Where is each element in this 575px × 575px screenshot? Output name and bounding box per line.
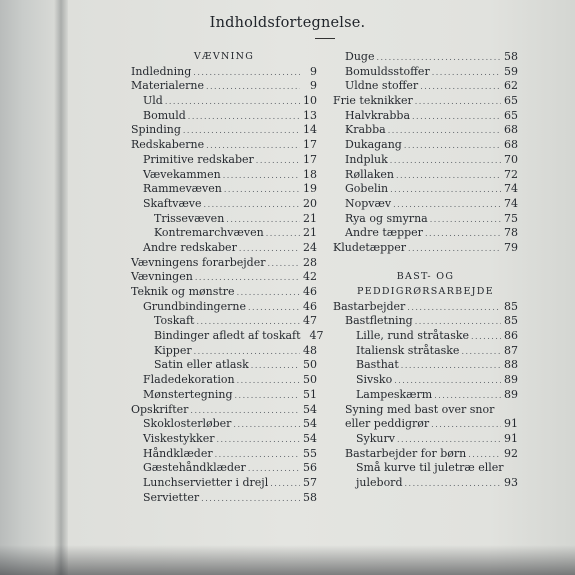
toc-entry — [333, 476, 518, 491]
toc-entry-page: 89 — [504, 387, 518, 401]
toc-entry-page: 91 — [504, 431, 518, 445]
toc-left-column — [131, 50, 324, 505]
page-bottom-shadow — [0, 545, 575, 575]
book-gutter — [54, 0, 68, 575]
toc-entry — [131, 461, 317, 476]
toc-leader-dots — [196, 315, 300, 330]
toc-entry — [131, 182, 317, 197]
toc-entry-page: 58 — [303, 490, 317, 504]
toc-entry — [333, 123, 518, 138]
toc-entry — [333, 226, 518, 241]
toc-entry — [131, 153, 317, 168]
toc-entry-label: Trissevæven — [154, 211, 225, 225]
toc-entry-label: Andre redskaber — [143, 240, 237, 254]
toc-entry — [333, 329, 518, 344]
toc-entry — [131, 417, 317, 432]
section-heading-bast-line1: BAST- OG — [396, 271, 455, 283]
toc-entry-page: 88 — [504, 358, 518, 372]
toc-entry — [333, 358, 518, 373]
toc-entry-label: Røllaken — [345, 167, 394, 181]
toc-entry-page: 85 — [504, 299, 518, 313]
toc-entry-label: Redskaberne — [131, 138, 205, 152]
toc-entry-page: 50 — [303, 373, 317, 387]
toc-entry — [131, 373, 317, 388]
toc-leader-dots — [194, 345, 300, 360]
title-rule — [315, 38, 335, 39]
toc-entry — [333, 79, 518, 94]
toc-entry-page: 47 — [303, 314, 317, 328]
toc-entry-page: 21 — [303, 226, 317, 240]
toc-leader-dots — [256, 154, 300, 169]
toc-entry-page: 57 — [303, 475, 317, 489]
toc-entry-page: 14 — [303, 123, 317, 137]
toc-leader-dots — [201, 492, 300, 507]
toc-entry-label: Skaftvæve — [143, 196, 202, 210]
toc-leader-dots — [461, 345, 501, 360]
toc-entry-label: Andre tæpper — [345, 226, 423, 240]
toc-entry-label: Skoklosterløber — [143, 417, 232, 431]
toc-entry-label: Krabba — [345, 123, 386, 137]
toc-entry-label: Vævningens forarbejder — [131, 255, 266, 269]
toc-entry — [333, 314, 518, 329]
toc-leader-dots — [216, 433, 300, 448]
toc-leader-dots — [468, 448, 501, 463]
toc-leader-dots — [251, 359, 300, 374]
toc-entry-label: Materialerne — [131, 79, 204, 93]
toc-leader-dots — [248, 301, 300, 316]
toc-entry — [131, 123, 317, 138]
toc-entry-page: 24 — [303, 240, 317, 254]
toc-entry-page: 54 — [303, 417, 317, 431]
toc-entry — [333, 388, 518, 403]
toc-entry-page: 59 — [504, 64, 518, 78]
toc-entry — [333, 344, 518, 359]
toc-entry-page: 28 — [303, 255, 317, 269]
toc-entry-label: Små kurve til juletræ eller — [356, 461, 504, 475]
toc-entry-page: 89 — [504, 373, 518, 387]
toc-entry — [131, 65, 317, 80]
toc-entry-label: Duge — [345, 50, 375, 63]
toc-entry — [333, 417, 518, 432]
toc-entry — [333, 212, 518, 227]
toc-entry-label: Italiensk stråtaske — [356, 343, 460, 357]
toc-leader-dots — [190, 404, 300, 419]
toc-entry-page: 72 — [504, 167, 518, 181]
toc-leader-dots — [233, 418, 300, 433]
toc-entry — [131, 109, 317, 124]
toc-entry — [131, 256, 317, 271]
toc-entry-page: 55 — [303, 446, 317, 460]
toc-entry-label: Basthat — [356, 358, 399, 372]
toc-entry — [131, 270, 317, 285]
toc-entry — [131, 79, 317, 94]
toc-entry — [333, 153, 518, 168]
toc-entry-label: Toskaft — [154, 314, 195, 328]
toc-leader-dots — [195, 271, 300, 286]
toc-entry-label: Frie teknikker — [333, 94, 413, 108]
toc-leader-dots — [394, 374, 501, 389]
toc-entry-label: Sivsko — [356, 373, 393, 387]
toc-leader-dots — [206, 80, 300, 95]
toc-entry-label: Håndklæder — [143, 446, 213, 460]
toc-leader-dots — [390, 154, 501, 169]
toc-entry-label: Servietter — [143, 490, 200, 504]
toc-leader-dots — [237, 374, 300, 389]
toc-entry-label: Lunchservietter i drejl — [143, 475, 269, 489]
section-heading-vaevning: VÆVNING — [193, 51, 255, 62]
toc-entry-label: Spinding — [131, 123, 181, 137]
toc-entry-label: Bastfletning — [345, 314, 413, 328]
toc-entry-page: 58 — [504, 50, 518, 63]
toc-entry-label: Lille, rund stråtaske — [356, 329, 470, 343]
toc-entry-page: 62 — [504, 79, 518, 93]
toc-right-column — [333, 50, 518, 491]
toc-right-entries-bottom — [333, 300, 518, 491]
toc-leader-dots — [239, 242, 300, 257]
toc-entry-label: Bastarbejder for børn — [345, 446, 467, 460]
toc-entry-page: 19 — [303, 182, 317, 196]
toc-entry-page: 56 — [303, 461, 317, 475]
toc-entry — [131, 197, 317, 212]
toc-leader-dots — [165, 95, 300, 110]
toc-entry — [131, 388, 317, 403]
toc-entry-page: 74 — [504, 182, 518, 196]
toc-entry-label: Lampeskærm — [356, 387, 433, 401]
toc-leader-dots — [204, 198, 300, 213]
toc-entry — [131, 212, 317, 227]
toc-entry-label: Uldne stoffer — [345, 79, 419, 93]
toc-entry-page: 79 — [504, 240, 518, 254]
toc-entry-page: 86 — [504, 329, 518, 343]
toc-leader-dots — [430, 213, 501, 228]
toc-entry-label: Opskrifter — [131, 402, 189, 416]
toc-entry — [131, 285, 317, 300]
toc-entry-page: 87 — [504, 343, 518, 357]
toc-entry-page: 85 — [504, 314, 518, 328]
toc-entry-page: 75 — [504, 211, 518, 225]
toc-entry-page: 9 — [310, 79, 317, 93]
page-title: Indholdsfortegnelse. — [209, 15, 366, 31]
toc-leader-dots — [415, 95, 501, 110]
toc-entry-page: 20 — [303, 196, 317, 210]
toc-entry — [333, 461, 518, 476]
toc-leader-dots — [215, 448, 300, 463]
toc-leader-dots — [404, 139, 501, 154]
toc-entry — [131, 447, 317, 462]
toc-entry — [131, 329, 324, 344]
toc-leader-dots — [266, 227, 300, 242]
toc-entry — [333, 447, 518, 462]
toc-leader-dots — [396, 169, 501, 184]
toc-leader-dots — [270, 477, 300, 492]
toc-entry — [333, 432, 518, 447]
toc-entry-label: Kontremarchvæven — [154, 226, 264, 240]
toc-entry-label: Fladedekoration — [143, 373, 235, 387]
toc-entry-label: Kipper — [154, 343, 192, 357]
toc-entry — [333, 138, 518, 153]
toc-leader-dots — [425, 227, 501, 242]
toc-leader-dots — [188, 110, 300, 125]
toc-entry — [131, 94, 317, 109]
toc-entry — [333, 182, 518, 197]
toc-leader-dots — [401, 359, 501, 374]
toc-entry-label: Dukagang — [345, 138, 402, 152]
toc-entry-page: 10 — [303, 94, 317, 108]
toc-entry-label: julebord — [356, 475, 403, 489]
toc-entry — [333, 403, 518, 418]
toc-entry-label: Gobelin — [345, 182, 389, 196]
toc-leader-dots — [415, 315, 501, 330]
toc-entry-page: 21 — [303, 211, 317, 225]
toc-entry-label: Gæstehåndklæder — [143, 461, 246, 475]
toc-entry — [131, 476, 317, 491]
toc-leader-dots — [224, 183, 300, 198]
toc-entry-label: Indledning — [131, 64, 192, 78]
toc-entry-label: eller peddigrør — [345, 417, 430, 431]
toc-leader-dots — [431, 418, 501, 433]
toc-entry-page: 13 — [303, 108, 317, 122]
toc-entry-page: 9 — [310, 64, 317, 78]
toc-entry — [333, 197, 518, 212]
toc-entry-label: Rya og smyrna — [345, 211, 428, 225]
toc-entry-label: Nopvæv — [345, 196, 392, 210]
toc-entry-label: Teknik og mønstre — [131, 285, 235, 298]
toc-entry-page: 74 — [504, 196, 518, 210]
toc-leader-dots — [235, 389, 300, 404]
toc-leader-dots — [223, 169, 300, 184]
toc-leader-dots — [183, 124, 300, 139]
toc-entry-page: 93 — [504, 475, 518, 489]
toc-entry-page: 92 — [504, 446, 518, 460]
toc-right-entries-top — [333, 50, 518, 256]
toc-entry — [131, 300, 317, 315]
toc-entry — [131, 344, 317, 359]
toc-entry-label: Syning med bast over snor — [345, 402, 495, 416]
toc-entry-label: Mønstertegning — [143, 387, 233, 401]
toc-entry — [131, 241, 317, 256]
toc-leader-dots — [420, 80, 501, 95]
toc-entry — [131, 491, 317, 506]
toc-leader-dots — [471, 330, 501, 345]
toc-entry-page: 18 — [303, 167, 317, 181]
toc-leader-dots — [390, 183, 501, 198]
toc-entry-page: 65 — [504, 94, 518, 108]
toc-entry-label: Vævekammen — [143, 167, 221, 181]
toc-leader-dots — [393, 198, 501, 213]
toc-entry-page: 68 — [504, 123, 518, 137]
toc-entry — [131, 168, 317, 183]
toc-entry-page: 50 — [303, 358, 317, 372]
toc-entry-page: 46 — [303, 299, 317, 313]
toc-entry-label: Primitive redskaber — [143, 152, 254, 166]
toc-entry-page: 65 — [504, 108, 518, 122]
toc-entry-page: 17 — [303, 152, 317, 166]
toc-entry — [333, 109, 518, 124]
toc-entry — [333, 168, 518, 183]
toc-entry — [131, 138, 317, 153]
toc-leader-dots — [248, 462, 300, 477]
toc-entry-page: 68 — [504, 138, 518, 152]
toc-entry-label: Kludetæpper — [333, 240, 406, 254]
toc-leader-dots — [237, 286, 300, 301]
toc-leader-dots — [434, 389, 501, 404]
toc-left-entries — [131, 64, 324, 506]
toc-leader-dots — [407, 301, 501, 316]
toc-entry — [333, 50, 518, 65]
toc-entry — [333, 300, 518, 315]
toc-entry-label: Satin eller atlask — [154, 358, 249, 372]
toc-entry-label: Uld — [143, 94, 163, 108]
toc-leader-dots — [226, 213, 300, 228]
toc-entry — [333, 241, 518, 256]
toc-entry-page: 54 — [303, 431, 317, 445]
toc-entry-page: 70 — [504, 152, 518, 166]
toc-entry-page: 47 — [309, 329, 324, 343]
toc-entry-page: 78 — [504, 226, 518, 240]
toc-entry-page: 17 — [303, 138, 317, 152]
toc-entry — [333, 65, 518, 80]
toc-entry-label: Indpluk — [345, 152, 388, 166]
toc-entry — [333, 94, 518, 109]
toc-entry-label: Bastarbejder — [333, 299, 406, 313]
toc-entry-page: 48 — [303, 343, 317, 357]
toc-leader-dots — [376, 51, 501, 66]
toc-leader-dots — [408, 242, 501, 257]
spacer — [333, 256, 518, 271]
toc-entry-label: Rammevæven — [143, 182, 222, 196]
toc-entry-page: 54 — [303, 402, 317, 416]
toc-entry-label: Vævningen — [131, 270, 193, 284]
toc-leader-dots — [405, 477, 502, 492]
toc-entry-label: Bomuld — [143, 108, 186, 122]
toc-entry-label: Bindinger afledt af toskaft — [154, 329, 301, 343]
section-heading-bast-line2: PEDDIGRØRSARBEJDE — [357, 286, 494, 297]
toc-entry — [131, 432, 317, 447]
toc-leader-dots — [388, 124, 501, 139]
toc-leader-dots — [193, 66, 300, 81]
toc-leader-dots — [397, 433, 501, 448]
toc-entry-page: 91 — [504, 417, 518, 431]
toc-entry — [333, 373, 518, 388]
toc-entry — [131, 358, 317, 373]
toc-entry-label: Grundbindingerne — [143, 299, 246, 313]
toc-leader-dots — [432, 66, 501, 81]
toc-entry-page: 42 — [303, 270, 317, 284]
toc-leader-dots — [268, 257, 301, 272]
toc-entry-page: 51 — [303, 387, 317, 401]
toc-entry — [131, 226, 317, 241]
toc-entry-page: 46 — [303, 285, 317, 298]
toc-entry — [131, 403, 317, 418]
toc-entry-label: Viskestykker — [143, 431, 215, 445]
toc-entry-label: Bomuldsstoffer — [345, 64, 430, 78]
toc-entry-label: Halvkrabba — [345, 108, 411, 122]
toc-entry-label: Sykurv — [356, 431, 395, 445]
toc-entry — [131, 314, 317, 329]
toc-leader-dots — [206, 139, 300, 154]
toc-leader-dots — [412, 110, 501, 125]
